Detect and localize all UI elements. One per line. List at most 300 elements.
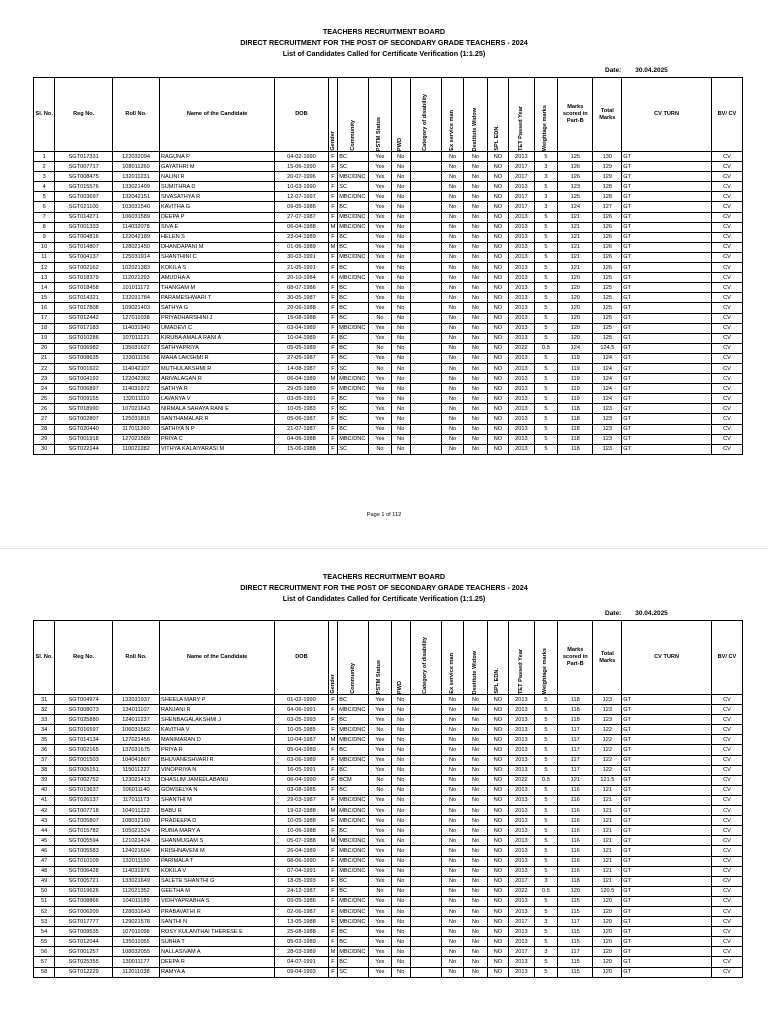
cell-sl: 45 [34,836,55,846]
cell-ex-service: No [441,695,463,705]
cell-tet-year: 2017 [509,202,535,212]
cell-cv-turn: GT [622,785,712,795]
cell-part-b: 125 [558,192,593,202]
cell-cv-turn: GT [622,917,712,927]
cell-total: 129 [593,172,622,182]
cell-tet-year: 2013 [509,313,535,323]
cell-spl-edn: NO [487,826,508,836]
cell-sl: 58 [34,967,55,977]
cell-dob: 29-05-1989 [275,384,328,394]
cell-weightage: 5 [534,414,557,424]
cell-destitute: No [464,293,487,303]
cell-part-b: 118 [558,715,593,725]
cell-reg-no: SGT009535 [55,927,113,937]
cell-part-b: 118 [558,695,593,705]
cell-bv-cv: CV [711,252,742,262]
cell-roll-no: 114031940 [113,323,160,333]
cell-spl-edn: NO [487,795,508,805]
cell-pwd: No [391,866,410,876]
cell-total: 124 [593,353,622,363]
cell-spl-edn: NO [487,785,508,795]
cell-part-b: 120 [558,333,593,343]
cell-ex-service: No [441,394,463,404]
cell-pstm: Yes [369,202,391,212]
cell-disability [410,836,441,846]
cell-tet-year: 2013 [509,695,535,705]
cell-total: 126 [593,222,622,232]
cell-ex-service: No [441,846,463,856]
cell-candidate-name: KAVITHA V [159,725,274,735]
cell-dob: 05-04-1989 [275,745,328,755]
cell-pstm: No [369,343,391,353]
cell-bv-cv: CV [711,363,742,373]
table-row [34,252,743,262]
cell-tet-year: 2013 [509,333,535,343]
cell-community: BC [338,394,369,404]
cell-dob: 25-08-1988 [275,927,328,937]
cell-community: MBC/DNC [338,735,369,745]
cell-part-b: 120 [558,303,593,313]
cell-destitute: No [464,745,487,755]
cell-tet-year: 2013 [509,715,535,725]
cell-disability [410,263,441,273]
table-row [34,795,743,805]
cell-total: 126 [593,263,622,273]
table-header-row [34,78,743,152]
cell-destitute: No [464,424,487,434]
cell-community: BC [338,404,369,414]
cell-cv-turn: GT [622,202,712,212]
cell-community: MBC/DNC [338,795,369,805]
cell-reg-no: SGT004974 [55,695,113,705]
cell-dob: 06-04-1989 [275,374,328,384]
cell-spl-edn: NO [487,404,508,414]
table-row [34,343,743,353]
cell-part-b: 118 [558,876,593,886]
cell-pstm: Yes [369,182,391,192]
table-row [34,866,743,876]
cell-ex-service: No [441,434,463,444]
cell-community: BC [338,826,369,836]
cell-gender: F [328,967,338,977]
cell-pwd: No [391,765,410,775]
col-gender-label: Gender [329,131,336,151]
date-label: Date: [605,610,622,617]
cell-part-b: 120 [558,293,593,303]
cell-community: BC [338,152,369,162]
cell-ex-service: No [441,374,463,384]
cell-ex-service: No [441,816,463,826]
cell-ex-service: No [441,836,463,846]
cell-community: BC [338,695,369,705]
cell-tet-year: 2013 [509,785,535,795]
cell-ex-service: No [441,755,463,765]
cell-dob: 03-04-1989 [275,323,328,333]
cell-candidate-name: SHANMUGAM S [159,836,274,846]
cell-disability [410,192,441,202]
cell-total: 124 [593,374,622,384]
cell-destitute: No [464,353,487,363]
recruitment-title: DIRECT RECRUITMENT FOR THE POST OF SECONDARY GRADE TEACHERS - 2024 [240,583,528,592]
cell-gender: F [328,444,338,454]
cell-spl-edn: NO [487,755,508,765]
cell-roll-no: 125031914 [113,252,160,262]
cell-dob: 23-04-1989 [275,232,328,242]
cell-weightage: 5 [534,715,557,725]
col-pwd-label: PWD [397,137,404,151]
cell-dob: 05-03-1989 [275,937,328,947]
cell-pstm: Yes [369,303,391,313]
cell-total: 124.5 [593,343,622,353]
cell-sl: 51 [34,896,55,906]
cell-weightage: 5 [534,906,557,916]
cell-pwd: No [391,333,410,343]
cell-tet-year: 2013 [509,906,535,916]
cell-dob: 15-08-1988 [275,313,328,323]
cell-pstm: Yes [369,816,391,826]
cell-part-b: 121 [558,263,593,273]
cell-ex-service: No [441,404,463,414]
cell-destitute: No [464,856,487,866]
cell-community: MBC/DNC [338,866,369,876]
table-row [34,434,743,444]
table-row [34,745,743,755]
cell-spl-edn: NO [487,333,508,343]
cell-pwd: No [391,856,410,866]
cell-reg-no: SGT012442 [55,313,113,323]
cell-total: 121 [593,876,622,886]
cell-spl-edn: NO [487,303,508,313]
cell-reg-no: SGT015576 [55,182,113,192]
cell-total: 125 [593,303,622,313]
cell-cv-turn: GT [622,172,712,182]
cell-bv-cv: CV [711,353,742,363]
cell-tet-year: 2013 [509,394,535,404]
cell-tet-year: 2013 [509,363,535,373]
cell-reg-no: SGT013637 [55,785,113,795]
cell-sl: 11 [34,252,55,262]
cell-community: MBC/DNC [338,896,369,906]
cell-reg-no: SGT006428 [55,866,113,876]
cell-tet-year: 2017 [509,917,535,927]
cell-dob: 10-04-1987 [275,735,328,745]
cell-pstm: No [369,725,391,735]
cell-candidate-name: SATHYA R [159,384,274,394]
cell-sl: 35 [34,735,55,745]
cell-gender: F [328,252,338,262]
cell-cv-turn: GT [622,695,712,705]
cell-pwd: No [391,705,410,715]
cell-total: 125 [593,273,622,283]
cell-ex-service: No [441,775,463,785]
cell-sl: 33 [34,715,55,725]
cell-disability [410,957,441,967]
cell-community: BC [338,293,369,303]
cell-part-b: 116 [558,866,593,876]
cell-candidate-name: RUBIA MARY A [159,826,274,836]
cell-community: MBC/DNC [338,323,369,333]
cell-part-b: 126 [558,172,593,182]
cell-candidate-name: LAVANYA V [159,394,274,404]
cell-pstm: Yes [369,242,391,252]
cell-reg-no: SGT005594 [55,836,113,846]
cell-weightage: 5 [534,252,557,262]
cell-candidate-name: RAGUNA P [159,152,274,162]
cell-weightage: 5 [534,323,557,333]
cell-pwd: No [391,937,410,947]
cell-tet-year: 2013 [509,293,535,303]
cell-bv-cv: CV [711,927,742,937]
cell-candidate-name: SHANTHINI C [159,252,274,262]
cell-bv-cv: CV [711,775,742,785]
cell-weightage: 5 [534,937,557,947]
cell-total: 121 [593,806,622,816]
cell-part-b: 116 [558,806,593,816]
cell-pstm: Yes [369,172,391,182]
col-weightage-label: Weightage marks [542,647,549,694]
cell-destitute: No [464,795,487,805]
cell-reg-no: SGT001622 [55,363,113,373]
cell-destitute: No [464,404,487,414]
cell-disability [410,152,441,162]
cell-roll-no: 132011150 [113,856,160,866]
cell-dob: 24-12-1987 [275,886,328,896]
cell-disability [410,363,441,373]
cell-bv-cv: CV [711,192,742,202]
cell-spl-edn: NO [487,957,508,967]
cell-total: 123 [593,695,622,705]
cell-dob: 06-04-1988 [275,222,328,232]
cell-tet-year: 2013 [509,745,535,755]
cell-tet-year: 2013 [509,222,535,232]
cell-community: MBC/DNC [338,192,369,202]
cell-weightage: 5 [534,182,557,192]
cell-cv-turn: GT [622,795,712,805]
cell-bv-cv: CV [711,725,742,735]
cell-part-b: 115 [558,937,593,947]
cell-candidate-name: BABU R [159,806,274,816]
cell-tet-year: 2013 [509,866,535,876]
cell-ex-service: No [441,947,463,957]
cell-spl-edn: NO [487,886,508,896]
table-row [34,242,743,252]
cell-destitute: No [464,755,487,765]
cell-sl: 47 [34,856,55,866]
cell-bv-cv: CV [711,876,742,886]
cell-pwd: No [391,967,410,977]
cell-bv-cv: CV [711,313,742,323]
cell-weightage: 5 [534,283,557,293]
cell-destitute: No [464,937,487,947]
cell-sl: 31 [34,695,55,705]
cell-community: MBC/DNC [338,806,369,816]
cell-cv-turn: GT [622,755,712,765]
cell-reg-no: SGT014271 [55,212,113,222]
cell-community: BC [338,263,369,273]
cell-pstm: Yes [369,192,391,202]
cell-pstm: No [369,444,391,454]
cell-reg-no: SGT004137 [55,252,113,262]
cell-roll-no: 102021383 [113,263,160,273]
cell-ex-service: No [441,222,463,232]
cell-roll-no: 123021413 [113,775,160,785]
cell-disability [410,444,441,454]
table-row [34,957,743,967]
cell-part-b: 119 [558,363,593,373]
col-spl [487,78,508,152]
cell-pwd: No [391,917,410,927]
cell-weightage: 5 [534,394,557,404]
cell-candidate-name: PRIYA C [159,434,274,444]
cell-weightage: 0.5 [534,886,557,896]
cell-reg-no: SGT012229 [55,967,113,977]
cell-candidate-name: ROSY KULANTHAI THERESE E [159,927,274,937]
cell-disability [410,394,441,404]
cell-part-b: 119 [558,394,593,404]
cell-total: 126 [593,232,622,242]
cell-ex-service: No [441,303,463,313]
table-row [34,967,743,977]
cell-cv-turn: GT [622,967,712,977]
cell-disability [410,434,441,444]
cell-sl: 56 [34,947,55,957]
cell-candidate-name: DEEPA P [159,212,274,222]
cell-community: BC [338,927,369,937]
cell-reg-no: SGT015782 [55,826,113,836]
cell-tet-year: 2017 [509,192,535,202]
table-row [34,725,743,735]
cell-pwd: No [391,384,410,394]
cell-community: MBC/DNC [338,846,369,856]
cell-bv-cv: CV [711,917,742,927]
cell-ex-service: No [441,444,463,454]
cell-part-b: 116 [558,856,593,866]
cell-community: MBC/DNC [338,172,369,182]
col-destitute [464,621,487,695]
cell-spl-edn: NO [487,394,508,404]
cell-part-b: 118 [558,414,593,424]
cell-reg-no: SGT010109 [55,856,113,866]
cell-ex-service: No [441,826,463,836]
cell-part-b: 121 [558,252,593,262]
cell-ex-service: No [441,735,463,745]
table-body [34,152,743,455]
cell-pstm: No [369,313,391,323]
cell-gender: F [328,303,338,313]
col-bvcv: BV/ CV [711,78,742,152]
col-sl: Sl. No. [34,78,55,152]
cell-spl-edn: NO [487,222,508,232]
cell-candidate-name: AMUDHA A [159,273,274,283]
cell-cv-turn: GT [622,212,712,222]
cell-dob: 21-05-1991 [275,263,328,273]
col-dob: DOB [275,621,328,695]
cell-destitute: No [464,735,487,745]
table-row [34,826,743,836]
cell-tet-year: 2013 [509,212,535,222]
cell-cv-turn: GT [622,444,712,454]
cell-community: BC [338,765,369,775]
cell-gender: M [328,242,338,252]
cell-dob: 01-02-1990 [275,695,328,705]
cell-tet-year: 2013 [509,795,535,805]
cell-sl: 4 [34,182,55,192]
cell-cv-turn: GT [622,906,712,916]
cell-bv-cv: CV [711,212,742,222]
cell-dob: 04-06-1988 [275,434,328,444]
cell-reg-no: SGT007718 [55,806,113,816]
cell-disability [410,374,441,384]
cell-ex-service: No [441,252,463,262]
cell-roll-no: 104011189 [113,896,160,906]
cell-pwd: No [391,424,410,434]
cell-spl-edn: NO [487,906,508,916]
cell-spl-edn: NO [487,876,508,886]
cell-total: 122 [593,725,622,735]
cell-destitute: No [464,152,487,162]
cell-destitute: No [464,826,487,836]
cell-gender: F [328,886,338,896]
table-row [34,313,743,323]
cell-tet-year: 2013 [509,353,535,363]
cell-pstm: Yes [369,394,391,404]
cell-pstm: Yes [369,374,391,384]
cell-disability [410,353,441,363]
cell-bv-cv: CV [711,434,742,444]
cell-pstm: Yes [369,323,391,333]
cell-community: BC [338,343,369,353]
cell-community: BC [338,745,369,755]
table-row [34,785,743,795]
cell-pwd: No [391,263,410,273]
cell-ex-service: No [441,725,463,735]
table-row [34,917,743,927]
cell-pwd: No [391,927,410,937]
cell-destitute: No [464,765,487,775]
col-reg: Reg No. [55,621,113,695]
cell-tet-year: 2013 [509,765,535,775]
cell-candidate-name: NALLASIVAM A [159,947,274,957]
cell-reg-no: SGT018379 [55,273,113,283]
cell-pwd: No [391,876,410,886]
recruitment-title: DIRECT RECRUITMENT FOR THE POST OF SECONDARY GRADE TEACHERS - 2024 [240,38,528,47]
cell-part-b: 120 [558,283,593,293]
col-exservice [441,621,463,695]
cell-weightage: 3 [534,172,557,182]
table-row [34,273,743,283]
cell-total: 125 [593,283,622,293]
cell-spl-edn: NO [487,866,508,876]
col-spl-label: SPL EDN. [494,668,501,694]
cell-disability [410,785,441,795]
cell-disability [410,856,441,866]
col-name: Name of the Candidate [159,621,274,695]
cell-community: BC [338,876,369,886]
cell-tet-year: 2013 [509,424,535,434]
cell-ex-service: No [441,424,463,434]
cell-cv-turn: GT [622,836,712,846]
cell-part-b: 124 [558,343,593,353]
cell-bv-cv: CV [711,765,742,775]
cell-disability [410,232,441,242]
cell-pstm: Yes [369,705,391,715]
cell-candidate-name: PRIYA R [159,745,274,755]
cell-tet-year: 2013 [509,856,535,866]
cell-sl: 3 [34,172,55,182]
cell-pstm: Yes [369,755,391,765]
cell-dob: 30-05-1987 [275,293,328,303]
cell-tet-year: 2013 [509,735,535,745]
